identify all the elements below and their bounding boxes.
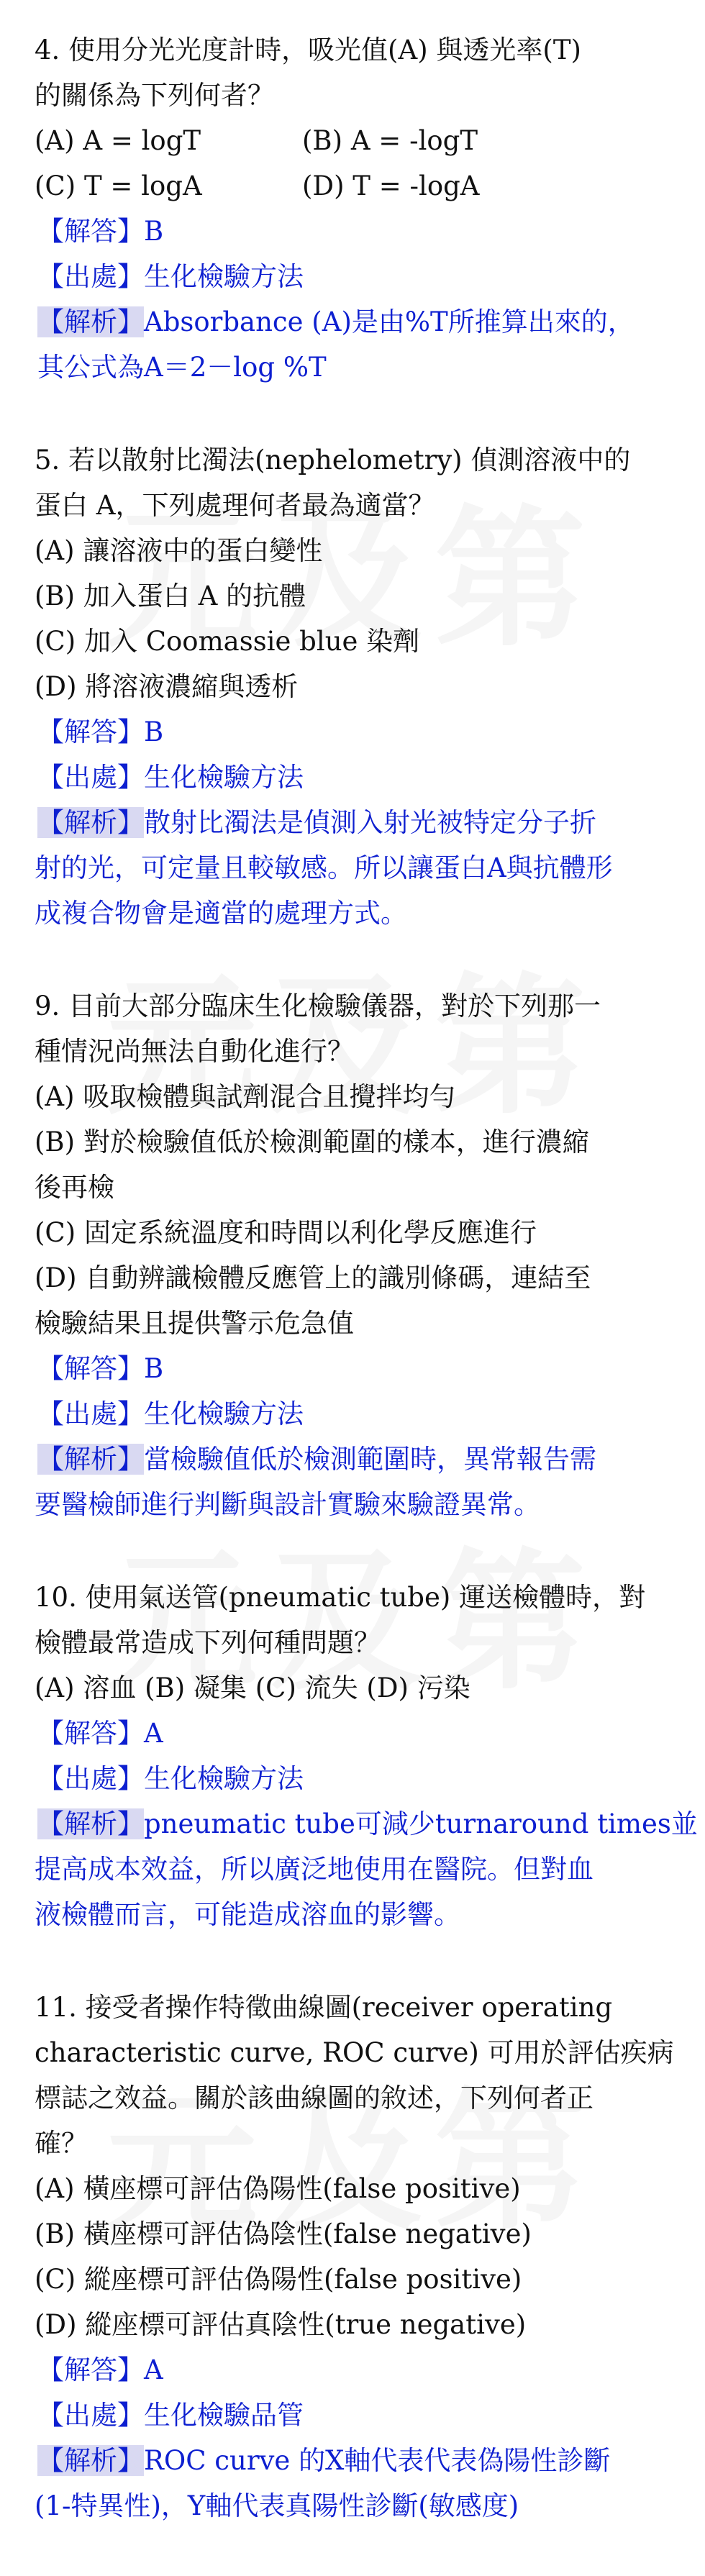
source-line <box>35 755 676 800</box>
source-line <box>35 254 676 299</box>
source-line <box>35 1756 676 1801</box>
options: (A) 溶血 (B) 凝集 (C) 流失 (D) 污染 <box>35 1672 470 1703</box>
question-9 <box>35 983 676 1527</box>
option-c: (C) T = logA <box>35 170 202 201</box>
option-c: (C) 縱座標可評估偽陽性(false positive) <box>35 2264 522 2295</box>
question-text: 種情況尚無法自動化進行？ <box>35 1036 354 1067</box>
question-text: 10. 使用氣送管(pneumatic tube) 運送檢體時，對 <box>35 1582 646 1613</box>
option-b: (B) 加入蛋白 A 的抗體 <box>35 581 306 611</box>
option-b: 後再檢 <box>35 1172 114 1203</box>
answer-value: B <box>144 1353 164 1384</box>
question-text: 標誌之效益。關於該曲線圖的敘述，下列何者正 <box>35 2083 593 2113</box>
explanation-label: 【解析】 <box>37 306 144 337</box>
explanation-text: 液檢體而言，可能造成溶血的影響。 <box>35 1899 460 1930</box>
question-10 <box>35 1575 698 1937</box>
answer-value: B <box>144 716 164 747</box>
answer-value: B <box>144 216 164 247</box>
explanation-line <box>35 299 676 345</box>
option-a: (A) 讓溶液中的蛋白變性 <box>35 535 323 566</box>
explanation-line <box>35 2438 676 2483</box>
answer-value: A <box>144 2354 163 2385</box>
explanation-text: 其公式為A＝2－log %T <box>37 352 327 383</box>
option-a: (A) A = logT <box>35 125 201 156</box>
explanation-label: 【解析】 <box>37 1808 144 1839</box>
answer-line <box>35 709 676 755</box>
question-5 <box>35 437 676 936</box>
option-b: (B) 橫座標可評估偽陰性(false negative) <box>35 2218 532 2249</box>
answer-label: 【解答】 <box>37 1718 144 1749</box>
explanation-text: 射的光，可定量且較敏感。所以讓蛋白A與抗體形 <box>35 852 613 883</box>
answer-label: 【解答】 <box>37 216 144 247</box>
source-label: 【出處】 <box>37 762 144 793</box>
option-a: (A) 吸取檢體與試劑混合且攪拌均勻 <box>35 1081 456 1112</box>
source-label: 【出處】 <box>37 261 144 292</box>
answer-line <box>35 1711 676 1756</box>
explanation-text: 當檢驗值低於檢測範圍時，異常報告需 <box>144 1444 596 1475</box>
option-c: (C) 固定系統溫度和時間以利化學反應進行 <box>35 1217 537 1248</box>
question-11 <box>35 1985 676 2529</box>
explanation-text: 要醫檢師進行判斷與設計實驗來驗證異常。 <box>35 1489 540 1520</box>
question-text: 4. 使用分光光度計時，吸光值(A) 與透光率(T) <box>35 35 581 65</box>
source-value: 生化檢驗方法 <box>144 1398 304 1429</box>
question-text: 9. 目前大部分臨床生化檢驗儀器，對於下列那一 <box>35 991 601 1021</box>
question-text: 5. 若以散射比濁法(nephelometry) 偵測溶液中的 <box>35 445 631 475</box>
option-b: (B) A = -logT <box>302 125 478 156</box>
option-d: (D) 將溶液濃縮與透析 <box>35 671 299 702</box>
answer-label: 【解答】 <box>37 2354 144 2385</box>
option-row <box>35 118 676 163</box>
option-a: (A) 橫座標可評估偽陽性(false positive) <box>35 2173 521 2204</box>
answer-value: A <box>144 1718 163 1749</box>
explanation-text: Absorbance (A)是由%T所推算出來的， <box>144 306 634 337</box>
explanation-text: 成複合物會是適當的處理方式。 <box>35 898 407 929</box>
source-line <box>35 2393 676 2438</box>
explanation-label: 【解析】 <box>37 1444 144 1475</box>
option-d: (D) 自動辨識檢體反應管上的識別條碼，連結至 <box>35 1262 591 1293</box>
question-4 <box>35 27 676 390</box>
answer-label: 【解答】 <box>37 1353 144 1384</box>
option-c: (C) 加入 Coomassie blue 染劑 <box>35 626 420 657</box>
explanation-text: (1-特異性)，Y軸代表真陽性診斷(敏感度) <box>35 2490 519 2521</box>
option-d: (D) 縱座標可評估真陰性(true negative) <box>35 2309 527 2340</box>
explanation-label: 【解析】 <box>37 2445 144 2476</box>
explanation-line <box>35 800 676 845</box>
option-d: 檢驗結果且提供警示危急值 <box>35 1308 354 1339</box>
question-text: characteristic curve, ROC curve) 可用於評估疾病 <box>35 2037 674 2068</box>
answer-line <box>35 2347 676 2393</box>
explanation-label: 【解析】 <box>37 807 144 838</box>
source-value: 生化檢驗方法 <box>144 762 304 793</box>
question-text: 的關係為下列何者？ <box>35 80 274 111</box>
explanation-line <box>35 1437 676 1482</box>
source-value: 生化檢驗方法 <box>144 261 304 292</box>
explanation-text: pneumatic tube可減少turnaround times並 <box>144 1808 698 1839</box>
source-line <box>35 1391 676 1437</box>
source-value: 生化檢驗品管 <box>144 2400 304 2431</box>
question-text: 11. 接受者操作特徵曲線圖(receiver operating <box>35 1992 613 2023</box>
answer-label: 【解答】 <box>37 716 144 747</box>
answer-line <box>35 209 676 254</box>
explanation-text: 散射比濁法是偵測入射光被特定分子折 <box>144 807 596 838</box>
answer-line <box>35 1346 676 1391</box>
source-label: 【出處】 <box>37 1763 144 1794</box>
source-value: 生化檢驗方法 <box>144 1763 304 1794</box>
question-text: 確？ <box>35 2128 88 2159</box>
option-row <box>35 163 676 209</box>
explanation-text: 提高成本效益，所以廣泛地使用在醫院。但對血 <box>35 1854 593 1885</box>
source-label: 【出處】 <box>37 2400 144 2431</box>
explanation-text: ROC curve 的X軸代表代表偽陽性診斷 <box>144 2445 611 2476</box>
question-text: 蛋白 A，下列處理何者最為適當？ <box>35 490 435 521</box>
option-d: (D) T = -logA <box>302 170 480 201</box>
option-b: (B) 對於檢驗值低於檢測範圍的樣本，進行濃縮 <box>35 1127 589 1157</box>
source-label: 【出處】 <box>37 1398 144 1429</box>
question-text: 檢體最常造成下列何種問題？ <box>35 1627 381 1658</box>
explanation-line <box>35 1801 698 1847</box>
